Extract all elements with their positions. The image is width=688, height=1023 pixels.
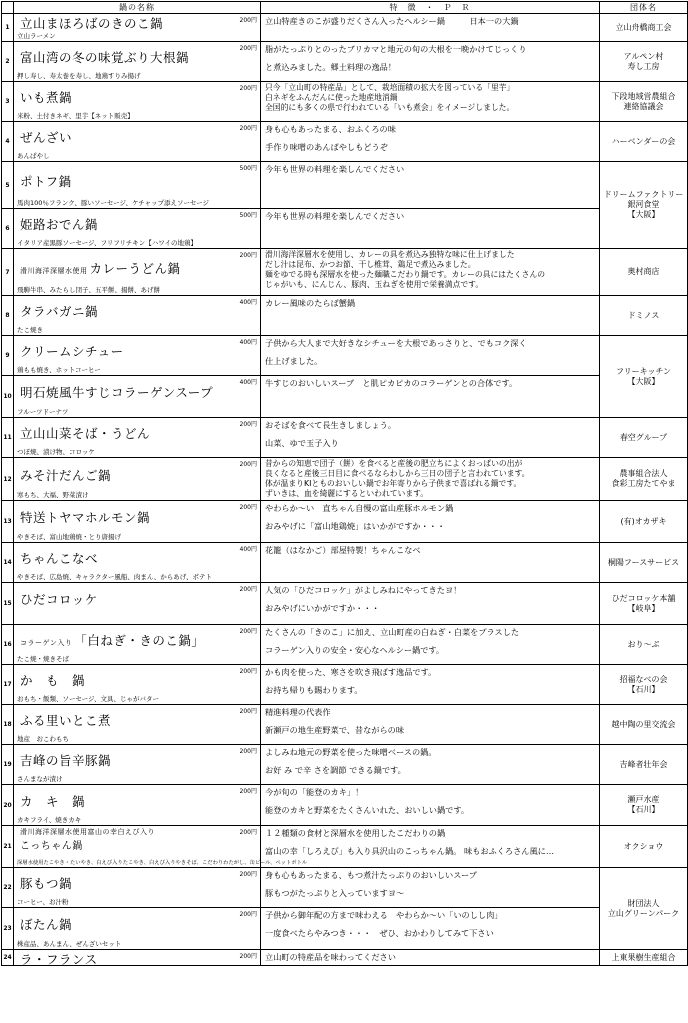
- row-number: 23: [2, 908, 14, 950]
- table-row: [2, 745, 688, 785]
- header-org: 団体名: [600, 2, 688, 14]
- organization: 立山舟橋商工会: [600, 14, 688, 42]
- price: 200円: [239, 708, 257, 715]
- price: 200円: [239, 748, 257, 755]
- dish-title: 豚もつ鍋: [20, 876, 73, 891]
- dish-name: [20, 950, 98, 968]
- row-number: 20: [2, 785, 14, 826]
- dish-cell: [14, 42, 261, 82]
- dish-title: 「白ねぎ・きのこ鍋」: [74, 633, 205, 648]
- dish-title: 立山山菜そば・うどん: [20, 426, 151, 441]
- pr-cell: [261, 209, 600, 249]
- dish-title: ひだコロッケ: [20, 592, 98, 607]
- dish-title: 明石焼風牛すじコラーゲンスープ: [20, 385, 214, 400]
- pr-line: 今が旬の「能登のカキ」！: [265, 787, 364, 797]
- table-row: [2, 868, 688, 908]
- organization: 瀬戸水産 【石川】: [600, 785, 688, 826]
- table-row: [2, 376, 688, 418]
- price: 200円: [239, 788, 257, 795]
- row-number: 17: [2, 665, 14, 705]
- price: 400円: [239, 546, 257, 553]
- dish-title: クリームシチュー: [20, 344, 124, 359]
- organization: 農事組合法人 食彩工房たてやま: [600, 458, 688, 501]
- menu-table: [1, 1, 688, 966]
- dish-name: [20, 711, 111, 729]
- pr-line: 牛すじのおいしいスープ と肌ピカピカのコラーゲンとの合体です。: [265, 378, 518, 388]
- pr-cell: [261, 543, 600, 583]
- row-number: 9: [2, 336, 14, 376]
- price: 200円: [239, 421, 257, 428]
- pr-line: 富山の幸「しろえび」も入り具沢山のこっちゃん鍋。 味もおふくろさん風に…: [265, 846, 555, 856]
- price: 200円: [239, 252, 257, 259]
- pr-cell: [261, 950, 600, 966]
- dish-name: [20, 172, 72, 190]
- price: 200円: [239, 871, 257, 878]
- table-row: [2, 249, 688, 296]
- dish-name: [20, 259, 181, 277]
- side-menu: 押し寿し、寿太巻を寿し、地鶏すりみ揚げ: [17, 72, 141, 80]
- row-number: 12: [2, 458, 14, 501]
- dish-cell: [14, 249, 261, 296]
- pr-line: 精進料理の代表作: [265, 707, 331, 717]
- dish-name: [20, 828, 157, 852]
- organization: おり～ぶ: [600, 625, 688, 665]
- price: 200円: [239, 668, 257, 675]
- pr-line: だし汁は昆布、かつお節、干し椎茸、鶏足で煮込みました。: [265, 260, 476, 269]
- row-number: 5: [2, 162, 14, 209]
- dish-cell: [14, 82, 261, 122]
- pr-line: １２種類の食材と深層水を使用したこだわりの鍋: [265, 828, 446, 838]
- pr-line: じゃがいも、にんじん、豚肉、玉ねぎを使用で栄養満点です。: [265, 280, 484, 289]
- dish-title: タラバガニ鍋: [20, 304, 99, 319]
- side-menu: 馬肉100％フランク、豚いソーセージ、ケチャップ添えソーセージ: [17, 199, 210, 207]
- row-number: 13: [2, 501, 14, 543]
- pr-cell: [261, 785, 600, 826]
- organization: (有)オカザキ: [600, 501, 688, 543]
- dish-cell: [14, 745, 261, 785]
- side-menu: 地産 おこわもち: [17, 735, 69, 743]
- dish-name: [20, 128, 72, 146]
- price: 400円: [239, 379, 257, 386]
- pr-line: 立山特産きのこが盛りだくさん入ったヘルシー鍋 日本一の大鍋: [265, 16, 519, 26]
- dish-name: [20, 915, 72, 933]
- row-number: 24: [2, 950, 14, 966]
- side-menu: あんぱやし: [17, 152, 50, 160]
- price: 500円: [239, 165, 257, 172]
- organization: 桐陽フースサービス: [600, 543, 688, 583]
- pr-line: 白ネギをふんだんに使った地産地消鍋: [265, 93, 398, 102]
- pr-line: よしみね地元の野菜を使った味噌ベースの鍋。: [265, 747, 437, 757]
- dish-cell: [14, 162, 261, 209]
- dish-prefix: 滑川海洋深層水使用富山の幸白えび入り: [20, 828, 155, 836]
- side-menu: たこ焼・焼きそば: [17, 655, 69, 663]
- dish-title: か も 鍋: [20, 673, 86, 688]
- pr-cell: [261, 122, 600, 162]
- pr-line: 子供から御年配の方まで味わえる やわらか～い「いのしし肉」: [265, 910, 503, 920]
- pr-line: カレー風味のたらば蟹鍋: [265, 298, 356, 308]
- dish-name: [20, 14, 163, 32]
- dish-name: [20, 631, 204, 649]
- organization: 吉峰者壮年会: [600, 745, 688, 785]
- side-menu: やきそば、広島焼、キャラクター風船、肉まん、からあげ、ポテト: [17, 573, 212, 581]
- pr-line: 体が温まりKIとものおいしい鍋でお年寄りから子供まで喜ばれる鍋です。: [265, 479, 522, 488]
- organization: 招福なべの会 【石川】: [600, 665, 688, 705]
- side-menu: 深層水使用たこやき・たいやき、白えび入りたこやき、白えび入りやきそば、こだわりわたがし、缶ビール、ペットボトル: [17, 860, 308, 866]
- dish-title: ラ・フランス: [20, 952, 98, 967]
- price: 200円: [239, 85, 257, 92]
- row-number: 14: [2, 543, 14, 583]
- pr-line: 只今「立山町の特産品」として、栽培面積の拡大を図っている「里芋」: [265, 83, 515, 92]
- organization: 奥村商店: [600, 249, 688, 296]
- pr-line: と煮込みました。郷土料理の逸品！: [265, 62, 397, 72]
- pr-cell: [261, 458, 600, 501]
- dish-cell: [14, 458, 261, 501]
- price: 400円: [239, 299, 257, 306]
- row-number: 15: [2, 583, 14, 625]
- dish-name: [20, 342, 124, 360]
- organization: 財団法人 立山グリーンパーク: [600, 868, 688, 950]
- dish-name: [20, 590, 98, 608]
- dish-title: 吉峰の旨辛豚鍋: [20, 753, 112, 768]
- pr-line: 手作り味噌のあんぱやしもどうぞ: [265, 142, 388, 152]
- dish-name: [20, 424, 150, 442]
- row-number: 21: [2, 826, 14, 868]
- pr-cell: [261, 908, 600, 950]
- table-row: [2, 162, 688, 209]
- pr-cell: [261, 826, 600, 868]
- pr-line: 新瀬戸の地生産野菜で、昔ながらの味: [265, 725, 405, 735]
- table-row: [2, 950, 688, 966]
- pr-line: かも肉を使った、寒さを吹き飛ばす逸品です。: [265, 667, 437, 677]
- row-number: 16: [2, 625, 14, 665]
- pr-line: 良くなると産後三日目に食べるならわしから三日の団子と言われています。: [265, 469, 530, 478]
- table-row: [2, 82, 688, 122]
- pr-line: おそばを食べて長生きしましょう。: [265, 420, 397, 430]
- dish-title: ふる里いとこ煮: [20, 713, 112, 728]
- table-row: [2, 785, 688, 826]
- side-menu: 立山ラーメン: [17, 32, 56, 40]
- price: 400円: [239, 339, 257, 346]
- table-row: [2, 14, 688, 42]
- dish-name: [20, 751, 111, 769]
- organization: ドミノス: [600, 296, 688, 336]
- dish-cell: [14, 14, 261, 42]
- table-row: [2, 296, 688, 336]
- organization: オクショウ: [600, 826, 688, 868]
- dish-title: 特送トヤマホルモン鍋: [20, 510, 151, 525]
- organization: ドリームファクトリー 銀河食堂 【大阪】: [600, 162, 688, 249]
- dish-cell: [14, 336, 261, 376]
- dish-cell: [14, 122, 261, 162]
- dish-title: ちゃんこなべ: [20, 551, 99, 566]
- pr-cell: [261, 336, 600, 376]
- pr-line: 山菜、ゆで玉子入り: [265, 438, 339, 448]
- pr-line: 豚もつがたっぷりと入っていますヨ～: [265, 888, 405, 898]
- pr-line: 麺をゆでる時も深層水を使った麺職こだわり鍋です。カレーの具にはたくさんの: [265, 270, 546, 279]
- pr-cell: [261, 296, 600, 336]
- pr-line: たくさんの「きのこ」に加え、立山町産の白ねぎ・白菜をプラスした: [265, 627, 520, 637]
- dish-cell: [14, 583, 261, 625]
- dish-name: [20, 215, 98, 233]
- dish-cell: [14, 501, 261, 543]
- row-number: 7: [2, 249, 14, 296]
- dish-title: ポトフ鍋: [20, 174, 72, 189]
- price: 500円: [239, 212, 257, 219]
- row-number: 19: [2, 745, 14, 785]
- dish-title: ぼたん鍋: [20, 917, 73, 932]
- side-menu: やきそば、富山地鶏焼・とり唐揚げ: [17, 533, 121, 541]
- organization: 下段地域営農組合 連絡協議会: [600, 82, 688, 122]
- dish-name: [20, 302, 98, 320]
- dish-name: [20, 383, 213, 401]
- dish-title: 姫路おでん鍋: [20, 217, 98, 232]
- organization: ひだコロッケ本舗 【岐阜】: [600, 583, 688, 625]
- pr-line: 立山町の特産品を味わってください: [265, 952, 396, 962]
- organization: 春空グループ: [600, 418, 688, 458]
- pr-line: 全国的にも多くの県で行われている「いも煮会」をイメージしました。: [265, 103, 515, 112]
- pr-line: 身も心もあったまる、もつ煮汁たっぷりのおいしいスープ: [265, 870, 477, 880]
- pr-cell: [261, 583, 600, 625]
- pr-cell: [261, 418, 600, 458]
- row-number: 22: [2, 868, 14, 908]
- dish-cell: [14, 376, 261, 418]
- dish-name: [20, 792, 85, 810]
- row-number: 1: [2, 14, 14, 42]
- side-menu: 寒もち、大福、野菜漬け: [17, 491, 89, 499]
- price: 200円: [239, 17, 257, 24]
- price: 200円: [239, 953, 257, 960]
- table-row: [2, 908, 688, 950]
- pr-cell: [261, 501, 600, 543]
- table-row: [2, 583, 688, 625]
- pr-cell: [261, 705, 600, 745]
- side-menu: さんまなが漬け: [17, 775, 63, 783]
- header-row: [2, 2, 688, 14]
- price: 200円: [239, 461, 257, 468]
- dish-title: ぜんざい: [20, 130, 73, 145]
- dish-cell: [14, 625, 261, 665]
- table-row: [2, 543, 688, 583]
- price: 200円: [239, 504, 257, 511]
- dish-cell: [14, 665, 261, 705]
- dish-name: [20, 671, 85, 689]
- pr-cell: [261, 376, 600, 418]
- table-row: [2, 826, 688, 868]
- dish-name: [20, 874, 72, 892]
- pr-line: お好 み で辛 さを調節 できる鍋です。: [265, 765, 406, 775]
- pr-line: 滑川海洋深層水を使用し、カレーの具を煮込み独特な味に仕上げました: [265, 250, 515, 259]
- pr-cell: [261, 14, 600, 42]
- row-number: 8: [2, 296, 14, 336]
- header-name: 鍋の名称: [14, 2, 261, 14]
- price: 200円: [239, 586, 257, 593]
- dish-title: みそ汁だんご鍋: [20, 468, 112, 483]
- organization: フリーキッチン 【大阪】: [600, 336, 688, 418]
- side-menu: おもち・飯類、ソーセージ、文具、じゃがバター: [17, 695, 159, 703]
- row-number: 11: [2, 418, 14, 458]
- row-number: 18: [2, 705, 14, 745]
- dish-title: 立山まほろばのきのこ鍋: [20, 16, 164, 31]
- pr-cell: [261, 625, 600, 665]
- pr-cell: [261, 665, 600, 705]
- pr-cell: [261, 42, 600, 82]
- dish-title: いも煮鍋: [20, 90, 73, 105]
- dish-cell: [14, 296, 261, 336]
- dish-name: [20, 88, 72, 106]
- pr-line: 今年も世界の料理を楽しんでください: [265, 164, 405, 174]
- pr-line: 一度食べたらやみつき・・・ ぜひ、おかわりしてみて下さい: [265, 928, 494, 938]
- pr-line: お持ち帰りも賜わります。: [265, 685, 363, 695]
- side-menu: 米粉、土付きネギ、里芋【ネット販売】: [17, 112, 134, 120]
- pr-cell: [261, 249, 600, 296]
- pr-line: おみやげに「富山地鶏焼」はいかがですか・・・: [265, 521, 446, 531]
- price: 200円: [239, 628, 257, 635]
- dish-cell: [14, 705, 261, 745]
- pr-line: 今年も世界の料理を楽しんでください: [265, 211, 405, 221]
- pr-line: コラーゲン入りの安全・安心なヘルシー鍋です。: [265, 645, 445, 655]
- dish-title: カレーうどん鍋: [89, 261, 181, 276]
- pr-line: 身も心もあったまる、おふくろの味: [265, 124, 396, 134]
- side-menu: たこ焼き: [17, 326, 43, 334]
- dish-cell: [14, 908, 261, 950]
- side-menu: 鶏もも焼き、ホットコーヒー: [17, 366, 101, 374]
- pr-line: 花籠（はなかご）部屋特製！ちゃんこなべ: [265, 545, 421, 555]
- pr-line: 子供から大人まで大好きなシチューを大根であっさりと、でもコク深く: [265, 338, 527, 348]
- pr-line: ずいきは、血を綺麗にするといわれています。: [265, 489, 429, 498]
- pr-cell: [261, 868, 600, 908]
- side-menu: コーヒー、お汁粉: [17, 898, 69, 906]
- organization: アルペン村 寿し工房: [600, 42, 688, 82]
- row-number: 3: [2, 82, 14, 122]
- dish-prefix: コラーゲン入り: [20, 639, 73, 647]
- pr-line: やわらか～い 直ちゃん自慢の富山産豚ホルモン鍋: [265, 503, 454, 513]
- price: 200円: [239, 829, 257, 836]
- row-number: 2: [2, 42, 14, 82]
- table-row: [2, 122, 688, 162]
- price: 200円: [239, 45, 257, 52]
- dish-title: こっちゃん鍋: [20, 841, 83, 852]
- pr-line: 人気の「ひだコロッケ」がよしみねにやってきたヨ！: [265, 585, 462, 595]
- table-row: [2, 42, 688, 82]
- table-row: [2, 209, 688, 249]
- dish-cell: [14, 868, 261, 908]
- dish-name: [20, 466, 111, 484]
- pr-line: 昔からの知恵で団子（餅）を食べると産後の肥立ちによくおっぱいの出が: [265, 459, 523, 468]
- pr-line: 能登のカキと野菜をたくさんいれた、おいしい鍋です。: [265, 805, 470, 815]
- dish-cell: [14, 418, 261, 458]
- dish-cell: [14, 209, 261, 249]
- row-number: 10: [2, 376, 14, 418]
- table-row: [2, 458, 688, 501]
- row-number: 4: [2, 122, 14, 162]
- dish-name: [20, 48, 189, 66]
- dish-cell: [14, 785, 261, 826]
- pr-cell: [261, 82, 600, 122]
- dish-cell: [14, 826, 308, 868]
- dish-title: 富山湾の冬の味覚ぶり大根鍋: [20, 50, 190, 65]
- pr-cell: [261, 162, 600, 209]
- pr-line: 仕上げました。: [265, 356, 323, 366]
- price: 200円: [239, 911, 257, 918]
- dish-title: カ キ 鍋: [20, 794, 86, 809]
- table-row: [2, 665, 688, 705]
- organization: ハーベンダーの会: [600, 122, 688, 162]
- row-number: 6: [2, 209, 14, 249]
- dish-cell: [14, 950, 261, 966]
- dish-prefix: 滑川海洋深層水使用: [20, 267, 88, 275]
- dish-cell: [14, 543, 261, 583]
- header-pr: 特 徴 ・ Ｐ Ｒ: [261, 2, 600, 14]
- table-row: [2, 418, 688, 458]
- pr-line: おみやげにいかがですか・・・: [265, 603, 380, 613]
- table-row: [2, 501, 688, 543]
- side-menu: イタリア産黒豚ソーセージ、フリフリチキン【ハワイの地鶏】: [17, 239, 198, 247]
- side-menu: カキフライ、焼きカキ: [17, 816, 82, 824]
- side-menu: フルーツドーナツ: [17, 408, 69, 416]
- dish-name: [20, 508, 150, 526]
- side-menu: 株産品、あんまん、ぜんざいセット: [17, 940, 122, 948]
- table-row: [2, 336, 688, 376]
- table-row: [2, 625, 688, 665]
- pr-line: 脂がたっぷりとのったブリカマと地元の旬の大根を一晩かけてじっくり: [265, 44, 527, 54]
- side-menu: つぼ焼、漬け物、コロッケ: [17, 448, 95, 456]
- price: 200円: [239, 125, 257, 132]
- dish-name: [20, 549, 98, 567]
- organization: 越中陶の里交流会: [600, 705, 688, 745]
- pr-cell: [261, 745, 600, 785]
- side-menu: 飛騨牛串、みたらし団子、五平餅、揚餅、あげ餅: [17, 286, 160, 294]
- organization: 上東果樹生産組合: [600, 950, 688, 966]
- table-row: [2, 705, 688, 745]
